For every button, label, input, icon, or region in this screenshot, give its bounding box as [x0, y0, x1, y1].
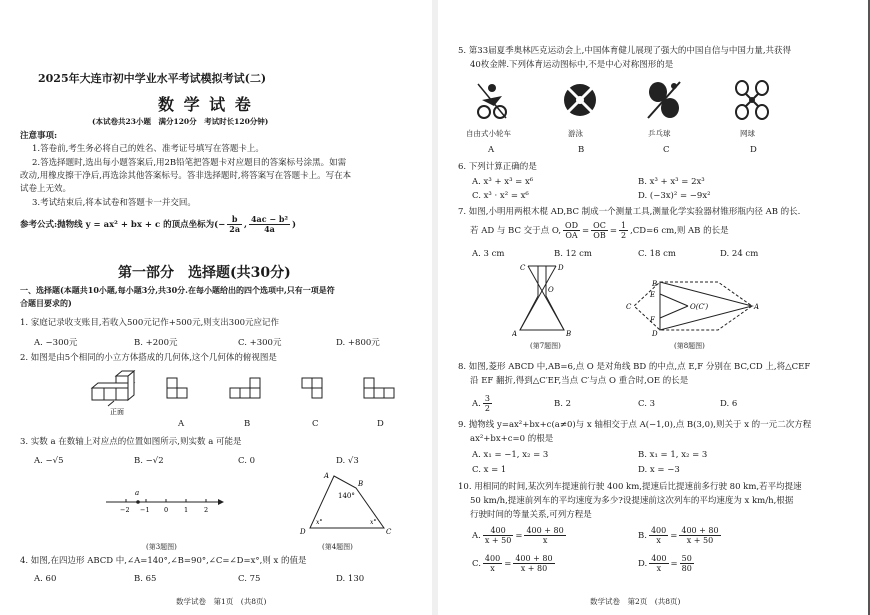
q3-caption: (第3题图) [146, 543, 177, 551]
q2-letter-c: C [312, 419, 319, 429]
q8-option-c: C. 3 [638, 399, 656, 409]
fraction-numerator: OD [565, 221, 579, 230]
q1-option-c: C. +300元 [238, 338, 282, 348]
option-letter: D. [638, 559, 648, 569]
q3-option-c: C. 0 [238, 456, 256, 466]
fraction-numerator: 400 [651, 554, 667, 563]
fraction-numerator: 400 [650, 526, 667, 535]
question-7-stem: 若 AD 与 BC 交于点 O, $\frac{OD}{OA}$ = $\frac{OC}{OB}$ = $\frac{1}{2}$ ,CD=6 cm,则 AB 的长是 [470, 221, 729, 240]
stem-text: ,CD=6 cm,则 AB 的长是 [630, 226, 729, 236]
fraction-denominator: x [490, 564, 495, 573]
q8-option-d: D. 6 [720, 399, 738, 409]
q5-letter-a: A [488, 145, 495, 155]
q3-option-a: A. −√5 [34, 456, 64, 466]
q2-option-d-view [362, 376, 402, 406]
note-line: 2.答选择题时,选出每小题答案后,用2B铅笔把答题卡对应题目的答案标号涂黑。如需 [32, 158, 347, 168]
q8-rhombus-figure [626, 272, 762, 338]
equals-sign: = [515, 531, 523, 541]
vertex-label: F [650, 316, 655, 324]
q6-option-d: D. (−3x)² = −9x² [638, 191, 711, 201]
q8-option-b: B. 2 [554, 399, 572, 409]
q6-option-a: A. x³ + x³ = x⁶ [472, 177, 534, 187]
q4-option-a: A. 60 [34, 574, 57, 584]
question-9-stem: 9. 抛物线 y=ax²+bx+c(a≠0)与 x 轴相交于点 A(−1,0),点 B(3,0),则关于 x 的一元二次方程 [458, 420, 812, 430]
q3-option-b: B. −√2 [134, 456, 164, 466]
fraction-numerator: b [227, 215, 242, 225]
fraction-numerator: 3 [484, 394, 490, 403]
q5-letter-c: C [663, 145, 670, 155]
formula-text: 参考公式:抛物线 y = ax² + bx + c 的顶点坐标为(− [20, 220, 226, 230]
q5-letter-d: D [750, 145, 757, 155]
fraction-denominator: 2a [229, 224, 240, 234]
question-4-stem: 4. 如图,在四边形 ABCD 中,∠A=140°,∠B=90°,∠C=∠D=x°,则 x 的值是 [20, 556, 307, 566]
tennis-sport-icon [732, 78, 772, 122]
subject-title: 数 学 试 卷 [158, 95, 253, 114]
fraction-numerator: 50 [681, 554, 692, 563]
icon-caption: 自由式小轮车 [466, 129, 511, 138]
question-5-stem: 5. 第33届夏季奥林匹克运动会上,中国体育健儿展现了强大的中国自信与中国力量,共获得 [458, 46, 792, 56]
q2-option-a-view [165, 376, 195, 406]
note-line: 3.考试结束后,将本试卷和答题卡一并交回。 [32, 198, 196, 208]
page-footer: 数学试卷 第2页 (共8页) [590, 597, 681, 606]
fraction-numerator: 1 [620, 221, 627, 230]
q9-option-a: A. x₁ = −1, x₂ = 3 [472, 450, 549, 460]
reference-formula: 参考公式:抛物线 y = ax² + bx + c 的顶点坐标为(− $\frac{b}{2a}$ , $\frac{\text{4ac − b²}}{4a}$ ) [20, 214, 296, 234]
q7-option-b: B. 12 cm [554, 249, 592, 259]
svg-text:B: B [358, 480, 364, 488]
question-1-stem: 1. 家庭记录收支账目,若收入500元记作+500元,则支出300元应记作 [20, 318, 280, 328]
tick-label: −2 [120, 506, 130, 514]
fraction-numerator: OC [593, 221, 606, 230]
q3-option-d: D. √3 [336, 456, 359, 466]
fraction-numerator: 4ac − b² [250, 214, 288, 224]
svg-text:D: D [558, 264, 564, 272]
exam-page-1 [0, 0, 432, 615]
q7-option-d: D. 24 cm [720, 249, 759, 259]
page-footer: 数学试卷 第1页 (共8页) [176, 597, 267, 606]
q6-option-c: C. x³ · x² = x⁶ [472, 191, 529, 201]
table-tennis-sport-icon [644, 78, 684, 122]
section-intro: 合题目要求的) [20, 298, 72, 308]
q8-option-a [472, 394, 494, 413]
q10-option-a [472, 526, 568, 546]
svg-text:D: D [300, 528, 306, 536]
equals-sign: = [670, 531, 678, 541]
equals-sign: = [504, 559, 512, 569]
q7-caption: (第7题图) [530, 342, 561, 350]
vertex-label: O(C′) [690, 303, 709, 311]
q4-caption: (第4题图) [322, 543, 353, 551]
vertex-label: D [652, 330, 658, 338]
tick-label: −1 [140, 506, 150, 514]
svg-text:A: A [512, 330, 518, 338]
stem-text: 若 AD 与 BC 交于点 O, [470, 226, 562, 236]
option-letter: B. [638, 531, 647, 541]
svg-text:O: O [548, 286, 554, 294]
exam-page-2 [438, 0, 870, 615]
svg-text:B: B [566, 330, 572, 338]
icon-caption: 乒乓球 [648, 129, 671, 138]
note-line: 试卷上无效。 [20, 184, 72, 194]
svg-text:A: A [324, 472, 330, 480]
exam-info: (本试卷共23小题 满分120分 考试时长120分钟) [92, 117, 269, 126]
svg-text:C: C [386, 528, 392, 536]
q2-letter-a: A [178, 419, 185, 429]
q1-option-a: A. −300元 [34, 338, 78, 348]
q4-quadrilateral-figure [296, 470, 396, 538]
fraction-denominator: 2 [620, 231, 627, 240]
tick-label: 1 [184, 506, 189, 514]
icon-caption: 游泳 [568, 129, 583, 138]
note-line: 1.答卷前,考生务必将自己的姓名、准考证号填写在答题卡上。 [32, 144, 264, 154]
q4-option-b: B. 65 [134, 574, 157, 584]
bmx-sport-icon [474, 78, 510, 122]
point-a-marker [136, 500, 140, 504]
q1-option-b: B. +200元 [134, 338, 178, 348]
vertex-label: B [652, 280, 658, 288]
note-line: 改动,用橡皮擦干净后,再选涂其他答案标号。答非选择题时,将答案写在答题卡上。写在本 [20, 171, 352, 181]
q10-option-b [638, 526, 723, 546]
option-letter: A. [472, 531, 481, 541]
q10-option-c [472, 554, 557, 574]
fraction-denominator: OB [593, 231, 606, 240]
q8-caption: (第8题图) [674, 342, 705, 350]
fraction-numerator: 400 + 80 [526, 526, 564, 535]
q4-option-c: C. 75 [238, 574, 261, 584]
swimming-sport-icon [560, 78, 600, 122]
question-7-stem: 7. 如图,小明用两根木棍 AD,BC 制成一个测量工具,测量化学实验器材锥形瓶内径 AB 的长. [458, 207, 801, 217]
question-2-stem: 2. 如图是由5个相同的小立方体搭成的几何体,这个几何体的俯视图是 [20, 353, 277, 363]
q7-option-a: A. 3 cm [472, 249, 505, 259]
exam-title: 2025年大连市初中学业水平考试模拟考试(二) [38, 72, 267, 85]
question-10-stem: 50 km/h,提速前列车的平均速度为多少?设提速前这次列车的平均速度为 x km/h,根据 [470, 496, 794, 506]
question-9-stem: ax²+bx+c=0 的根是 [470, 434, 554, 444]
question-10-stem: 10. 用相同的时间,某次列车提速前行驶 400 km,提速后比提速前多行驶 80 km,若平均提速 [458, 482, 802, 492]
fraction-denominator: x + 50 [686, 536, 714, 545]
q9-option-c: C. x = 1 [472, 465, 507, 475]
q1-option-d: D. +800元 [336, 338, 380, 348]
vertex-label: A [754, 303, 760, 311]
q2-option-c-view [300, 376, 330, 406]
svg-text:x°: x° [370, 519, 377, 526]
section-intro: 一、选择题(本题共10小题,每小题3分,共30分.在每小题给出的四个选项中,只有一项是符 [20, 285, 335, 295]
point-a-label: a [135, 489, 140, 497]
fraction-denominator: OA [565, 231, 578, 240]
q3-number-line [104, 484, 224, 520]
part-heading: 第一部分 选择题(共30分) [118, 265, 291, 281]
equals-sign: = [670, 559, 678, 569]
q2-solid-figure [88, 370, 148, 420]
fraction-numerator: 400 [483, 526, 513, 536]
question-10-stem: 行驶时间的等量关系,可列方程是 [470, 510, 592, 520]
fraction-numerator: 400 + 80 [515, 554, 553, 563]
q10-option-d [638, 554, 696, 574]
option-letter: A. [472, 399, 481, 409]
question-8-stem: 沿 EF 翻折,得到△C′EF,当点 C′与点 O 重合时,OE 的长是 [470, 376, 689, 386]
q2-letter-b: B [244, 419, 251, 429]
front-label: 正面 [110, 408, 124, 416]
angle-label: 140° [338, 492, 355, 500]
tick-label: 0 [164, 506, 169, 514]
q9-option-d: D. x = −3 [638, 465, 680, 475]
question-3-stem: 3. 实数 a 在数轴上对应点的位置如图所示,则实数 a 可能是 [20, 437, 242, 447]
tick-label: 2 [204, 506, 209, 514]
question-8-stem: 8. 如图,菱形 ABCD 中,AB=6,点 O 是对角线 BD 的中点,点 E,F 分别在 BC,CD 上,将△CEF [458, 362, 811, 372]
vertex-label: E [650, 291, 656, 299]
icon-caption: 网球 [740, 129, 755, 138]
fraction-denominator: 80 [681, 564, 692, 573]
q7-flask-figure [512, 262, 582, 338]
fraction-denominator: x [656, 564, 662, 573]
fraction-denominator: x + 50 [484, 536, 512, 545]
fraction-denominator: 2 [484, 404, 490, 413]
svg-text:C: C [520, 264, 526, 272]
fraction-numerator: 400 [484, 554, 501, 563]
fraction-numerator: 400 + 80 [681, 526, 719, 535]
question-5-stem: 40枚金牌.下列体育运动图标中,不是中心对称图形的是 [470, 60, 674, 70]
fraction-denominator: 4a [264, 224, 275, 234]
q4-option-d: D. 130 [336, 574, 365, 584]
question-6-stem: 6. 下列计算正确的是 [458, 162, 537, 172]
fraction-denominator: x + 80 [520, 564, 548, 573]
q2-option-b-view [228, 376, 268, 406]
q9-option-b: B. x₁ = 1, x₂ = 3 [638, 450, 708, 460]
q6-option-b: B. x³ + x³ = 2x³ [638, 177, 705, 187]
fraction-denominator: x [656, 536, 661, 545]
option-letter: C. [472, 559, 481, 569]
q2-letter-d: D [377, 419, 384, 429]
q5-letter-b: B [578, 145, 585, 155]
vertex-label: C [626, 303, 632, 311]
svg-text:x°: x° [316, 519, 323, 526]
q7-option-c: C. 18 cm [638, 249, 676, 259]
fraction-denominator: x [542, 536, 548, 545]
notes-heading: 注意事项: [20, 131, 58, 141]
